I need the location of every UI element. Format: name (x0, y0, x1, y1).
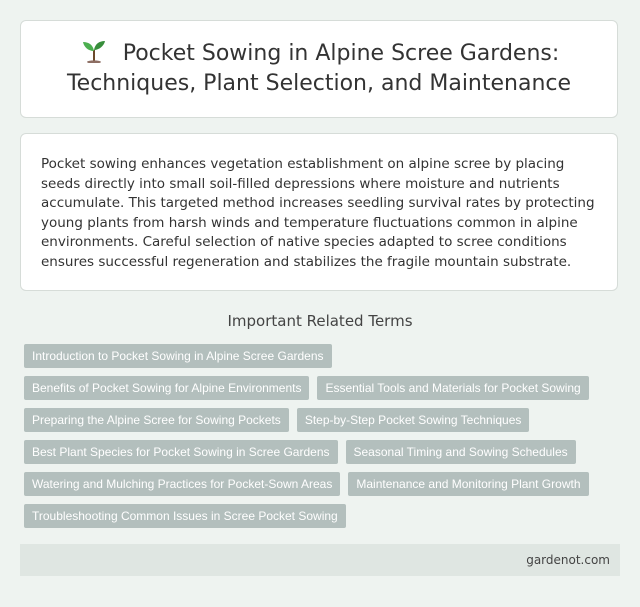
related-term-tag[interactable]: Benefits of Pocket Sowing for Alpine Environments (24, 376, 309, 400)
related-term-tag[interactable]: Essential Tools and Materials for Pocket Sowing (317, 376, 588, 400)
related-term-tag[interactable]: Seasonal Timing and Sowing Schedules (346, 440, 576, 464)
related-term-tag[interactable]: Step-by-Step Pocket Sowing Techniques (297, 408, 530, 432)
summary-text: Pocket sowing enhances vegetation establishment on alpine scree by placing seeds directly into small soil-filled depressions where moisture and nutrients accumulate. This targeted method increases seedling survival rates by protecting young plants from harsh winds and temperature fluctuations common in alpine environments. Careful selection of native species adapted to scree conditions ensures successful regeneration and stabilizes the fragile mountain substrate. (41, 156, 595, 270)
related-terms-heading: Important Related Terms (227, 312, 413, 330)
related-term-tag[interactable]: Preparing the Alpine Scree for Sowing Pockets (24, 408, 289, 432)
sprout-icon (79, 39, 109, 63)
summary-card (20, 133, 618, 291)
page-title-text: Pocket Sowing in Alpine Scree Gardens: Techniques, Plant Selection, and Maintenance (66, 41, 572, 96)
footer-site-link[interactable]: gardenot.com (526, 553, 610, 567)
title-card (20, 20, 618, 118)
related-term-tag[interactable]: Maintenance and Monitoring Plant Growth (348, 472, 588, 496)
footer-bar (20, 544, 620, 576)
page-title (21, 39, 617, 99)
related-term-tag[interactable]: Introduction to Pocket Sowing in Alpine Scree Gardens (24, 344, 332, 368)
related-term-tag[interactable]: Troubleshooting Common Issues in Scree Pocket Sowing (24, 504, 346, 528)
related-term-tag[interactable]: Best Plant Species for Pocket Sowing in Scree Gardens (24, 440, 338, 464)
related-term-tag[interactable]: Watering and Mulching Practices for Pocket-Sown Areas (24, 472, 340, 496)
related-terms-list (24, 344, 604, 528)
